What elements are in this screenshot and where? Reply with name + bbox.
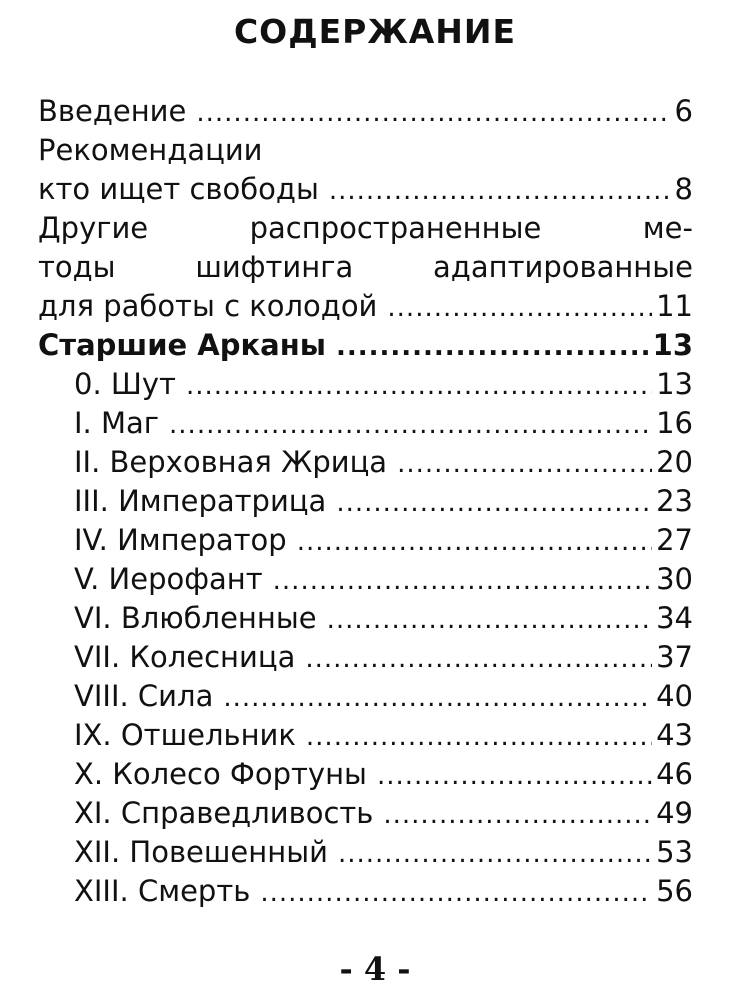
toc-entry-page: 46 — [656, 757, 693, 791]
toc-entry-other-methods-line2 — [38, 248, 693, 287]
dot-leader — [383, 796, 652, 835]
toc-entry-arcana — [38, 755, 693, 794]
toc-entry-other-methods-line1 — [38, 209, 693, 248]
toc-entry-other-methods-line3 — [38, 287, 693, 326]
dot-leader — [387, 289, 652, 328]
toc-entry-page: 6 — [674, 94, 693, 128]
toc-entry-label: I. Маг — [74, 406, 160, 440]
toc-entry-major-arcana — [38, 326, 693, 365]
toc-entry-page: 49 — [656, 796, 693, 830]
dot-leader — [260, 874, 652, 913]
toc-entry-label: тоды шифтинга адаптированные — [38, 250, 693, 284]
toc-entry-label: V. Иерофант — [74, 562, 263, 596]
dot-leader — [186, 367, 652, 406]
dot-leader — [338, 835, 652, 874]
toc-entry-page: 27 — [656, 523, 693, 557]
toc-entry-arcana — [38, 599, 693, 638]
toc-entry-label: XI. Справедливость — [74, 796, 374, 830]
toc-entry-arcana — [38, 833, 693, 872]
toc-entry-label: IX. Отшельник — [74, 718, 296, 752]
toc-entry-arcana — [38, 872, 693, 911]
toc-entry-page: 56 — [656, 874, 693, 908]
toc-entry-page: 23 — [656, 484, 693, 518]
toc-entry-label: VI. Влюбленные — [74, 601, 317, 635]
toc-entry-page: 20 — [656, 445, 693, 479]
dot-leader — [377, 757, 652, 796]
toc-entry-arcana — [38, 638, 693, 677]
toc-entry-arcana — [38, 404, 693, 443]
dot-leader — [196, 94, 670, 133]
toc-entry-label: VIII. Сила — [74, 679, 214, 713]
toc-entry-label: Другие распространенные ме- — [38, 211, 693, 245]
toc-entry-arcana — [38, 560, 693, 599]
page-title: СОДЕРЖАНИЕ — [233, 12, 517, 51]
toc-entry-page: 8 — [674, 172, 693, 206]
dot-leader — [329, 172, 671, 211]
toc-entry-page: 13 — [652, 328, 693, 362]
toc-entry-intro — [38, 92, 693, 131]
dot-leader — [336, 328, 649, 367]
toc-entry-arcana — [38, 677, 693, 716]
toc-entry-arcana — [38, 482, 693, 521]
toc-entry-page: 13 — [656, 367, 693, 401]
dot-leader — [327, 601, 653, 640]
toc-entry-arcana — [38, 443, 693, 482]
toc-entry-page: 30 — [656, 562, 693, 596]
toc-entry-recommendations-line2 — [38, 170, 693, 209]
toc-entry-label: IV. Император — [74, 523, 287, 557]
toc-entry-arcana — [38, 365, 693, 404]
toc-entry-label: XIII. Смерть — [74, 874, 251, 908]
page-number: - 4 - — [339, 950, 411, 988]
dot-leader — [306, 718, 652, 757]
toc-entry-label: Рекомендации — [38, 133, 263, 167]
toc-entry-arcana — [38, 716, 693, 755]
toc-entry-label: кто ищет свободы — [38, 172, 319, 206]
toc-entry-recommendations-line1 — [38, 131, 693, 170]
toc-entry-page: 16 — [656, 406, 693, 440]
toc-entry-label: III. Императрица — [74, 484, 327, 518]
dot-leader — [305, 640, 652, 679]
toc-entry-arcana — [38, 794, 693, 833]
dot-leader — [297, 523, 652, 562]
toc-entry-page: 11 — [656, 289, 693, 323]
dot-leader — [273, 562, 652, 601]
toc-entry-label: Введение — [38, 94, 187, 128]
toc-entry-label: XII. Повешенный — [74, 835, 328, 869]
table-of-contents — [38, 92, 693, 911]
toc-entry-page: 34 — [656, 601, 693, 635]
toc-entry-label: II. Верховная Жрица — [74, 445, 388, 479]
toc-entry-label: для работы с колодой — [38, 289, 378, 323]
toc-entry-page: 37 — [656, 640, 693, 674]
toc-entry-page: 43 — [656, 718, 693, 752]
toc-entry-page: 40 — [656, 679, 693, 713]
dot-leader — [397, 445, 652, 484]
dot-leader — [169, 406, 652, 445]
toc-entry-label: Старшие Арканы — [38, 328, 327, 362]
toc-entry-label: VII. Колесница — [74, 640, 296, 674]
toc-entry-label: X. Колесо Фортуны — [74, 757, 367, 791]
dot-leader — [223, 679, 652, 718]
toc-entry-label: 0. Шут — [74, 367, 176, 401]
toc-entry-arcana — [38, 521, 693, 560]
dot-leader — [336, 484, 652, 523]
toc-entry-page: 53 — [656, 835, 693, 869]
